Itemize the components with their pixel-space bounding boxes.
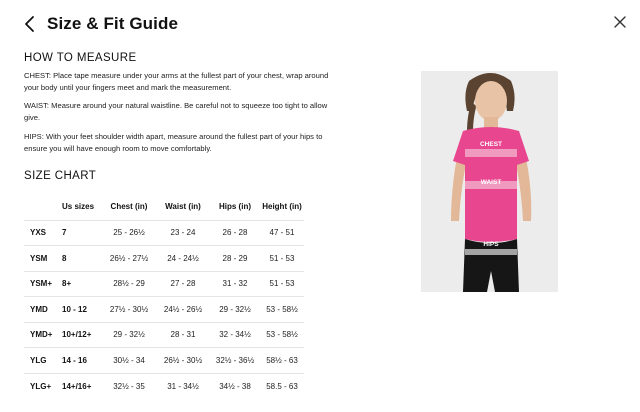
size-label: YXS <box>24 220 58 246</box>
us-size-value: 10 - 12 <box>58 297 102 323</box>
header-chest: Chest (in) <box>110 201 148 211</box>
chest-value: 26½ - 27½ <box>102 246 156 272</box>
hips-value: 34½ - 38 <box>210 373 260 399</box>
us-size-value: 10+/12+ <box>58 322 102 348</box>
size-label: YSM+ <box>24 271 58 297</box>
table-row <box>24 348 304 374</box>
height-value: 47 - 51 <box>260 220 304 246</box>
us-size-value: 8+ <box>58 271 102 297</box>
chest-value: 29 - 32½ <box>102 322 156 348</box>
size-label: YSM <box>24 246 58 272</box>
hips-value: 29 - 32½ <box>210 297 260 323</box>
close-icon <box>610 12 630 32</box>
height-value: 58.5 - 63 <box>260 373 304 399</box>
size-label: YMD <box>24 297 58 323</box>
chest-value: 32½ - 35 <box>102 373 156 399</box>
height-value: 58½ - 63 <box>260 348 304 374</box>
back-button[interactable] <box>20 13 42 35</box>
table-row <box>24 246 304 272</box>
close-button[interactable] <box>610 12 630 32</box>
waist-value: 28 - 31 <box>156 322 210 348</box>
header-size <box>24 193 58 220</box>
table-row <box>24 220 304 246</box>
chest-value: 25 - 26½ <box>102 220 156 246</box>
chest-label: CHEST <box>479 141 503 148</box>
waist-value: 26½ - 30½ <box>156 348 210 374</box>
header-us-sizes: Us sizes <box>62 201 95 211</box>
chest-value: 27½ - 30½ <box>102 297 156 323</box>
waist-value: 23 - 24 <box>156 220 210 246</box>
waist-instructions: WAIST: Measure around your natural waistline. Be careful not to squeeze too tight to allow give. <box>24 101 328 122</box>
header-waist: Waist (in) <box>165 201 201 211</box>
height-value: 53 - 58½ <box>260 322 304 348</box>
chest-value: 30½ - 34 <box>102 348 156 374</box>
us-size-value: 14 - 16 <box>58 348 102 374</box>
size-chart-heading: SIZE CHART <box>24 170 97 182</box>
height-value: 51 - 53 <box>260 246 304 272</box>
how-to-measure-heading: HOW TO MEASURE <box>24 52 137 64</box>
modal-header <box>0 0 640 50</box>
waist-label: WAIST <box>480 179 502 186</box>
size-chart-table <box>24 193 304 399</box>
table-row <box>24 322 304 348</box>
table-row <box>24 271 304 297</box>
hips-value: 32 - 34½ <box>210 322 260 348</box>
waist-value: 31 - 34½ <box>156 373 210 399</box>
hips-instructions: HIPS: With your feet shoulder width apart, measure around the fullest part of your hips to ensure you will have enough room to move comfortably. <box>24 132 323 153</box>
page-title: Size & Fit Guide <box>47 14 179 33</box>
size-label: YLG+ <box>24 373 58 399</box>
height-value: 53 - 58½ <box>260 297 304 323</box>
hips-value: 28 - 29 <box>210 246 260 272</box>
size-label: YMD+ <box>24 322 58 348</box>
height-value: 51 - 53 <box>260 271 304 297</box>
waist-value: 24½ - 26½ <box>156 297 210 323</box>
us-size-value: 8 <box>58 246 102 272</box>
table-row <box>24 297 304 323</box>
header-height: Height (in) <box>262 201 302 211</box>
chevron-left-icon <box>20 13 42 35</box>
table-header-row <box>24 193 304 220</box>
hips-label: HIPS <box>483 241 499 248</box>
us-size-value: 14+/16+ <box>58 373 102 399</box>
table-row <box>24 373 304 399</box>
hips-value: 32½ - 36½ <box>210 348 260 374</box>
size-label: YLG <box>24 348 58 374</box>
model-photo <box>421 71 558 292</box>
waist-value: 24 - 24½ <box>156 246 210 272</box>
waist-value: 27 - 28 <box>156 271 210 297</box>
hips-value: 31 - 32 <box>210 271 260 297</box>
chest-instructions: CHEST: Place tape measure under your arms at the fullest part of your chest, wrap around your body until your fingers meet and mark the measurement. <box>24 71 329 92</box>
hips-value: 26 - 28 <box>210 220 260 246</box>
header-hips: Hips (in) <box>219 201 251 211</box>
chest-value: 28½ - 29 <box>102 271 156 297</box>
us-size-value: 7 <box>58 220 102 246</box>
